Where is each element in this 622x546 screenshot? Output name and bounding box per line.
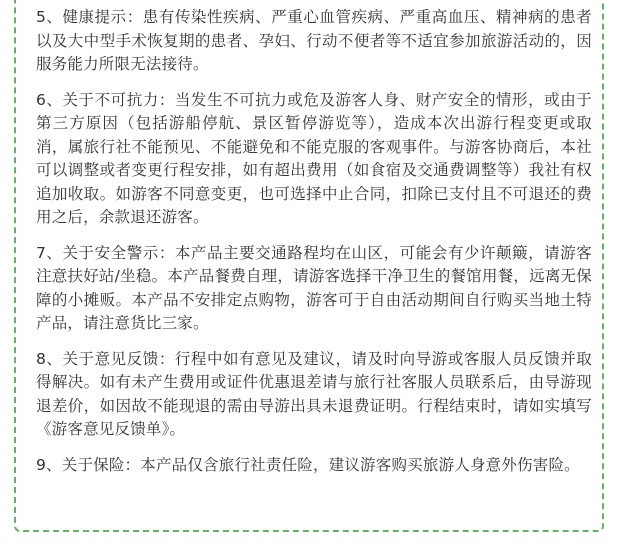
notice-content [36,6,592,477]
paragraph-force-majeure: 6、关于不可抗力：当发生不可抗力或危及游客人身、财产安全的情形，或由于第三方原因（包括游船停航、景区暂停游览等），造成本次出游行程变更或取消，属旅行社不能预见、不能避免和不能克服的客观事件。与游客协商后，本社可以调整或者变更行程安排，如有超出费用（如食宿及交通费调整等）我社有权追加收取。如游客不同意变更，也可选择中止合同，扣除已支付且不可退还的费用之后，余款退还游客。 [36,90,592,226]
paragraph-insurance: 9、关于保险：本产品仅含旅行社责任险，建议游客购买旅游人身意外伤害险。 [36,455,580,474]
paragraph-feedback: 8、关于意见反馈：行程中如有意见及建议，请及时向导游或客服人员反馈并取得解决。如有未产生费用或证件优惠退差请与旅行社客服人员联系后，由导游现退差价，如因故不能现退的需由导游出具未退费证明。行程结束时，请如实填写《游客意见反馈单》。 [36,349,592,438]
paragraph-safety-warning: 7、关于安全警示：本产品主要交通路程均在山区，可能会有少许颠簸，请游客注意扶好站/坐稳。本产品餐费自理，请游客选择干净卫生的餐馆用餐，远离无保障的小摊贩。本产品不安排定点购物，游客可于自由活动期间自行购买当地土特产品，请注意货比三家。 [36,243,592,332]
paragraph-health-notice: 5、健康提示：患有传染性疾病、严重心血管疾病、严重高血压、精神病的患者以及大中型手术恢复期的患者、孕妇、行动不便者等不适宜参加旅游活动的，因服务能力所限无法接待。 [36,8,592,73]
